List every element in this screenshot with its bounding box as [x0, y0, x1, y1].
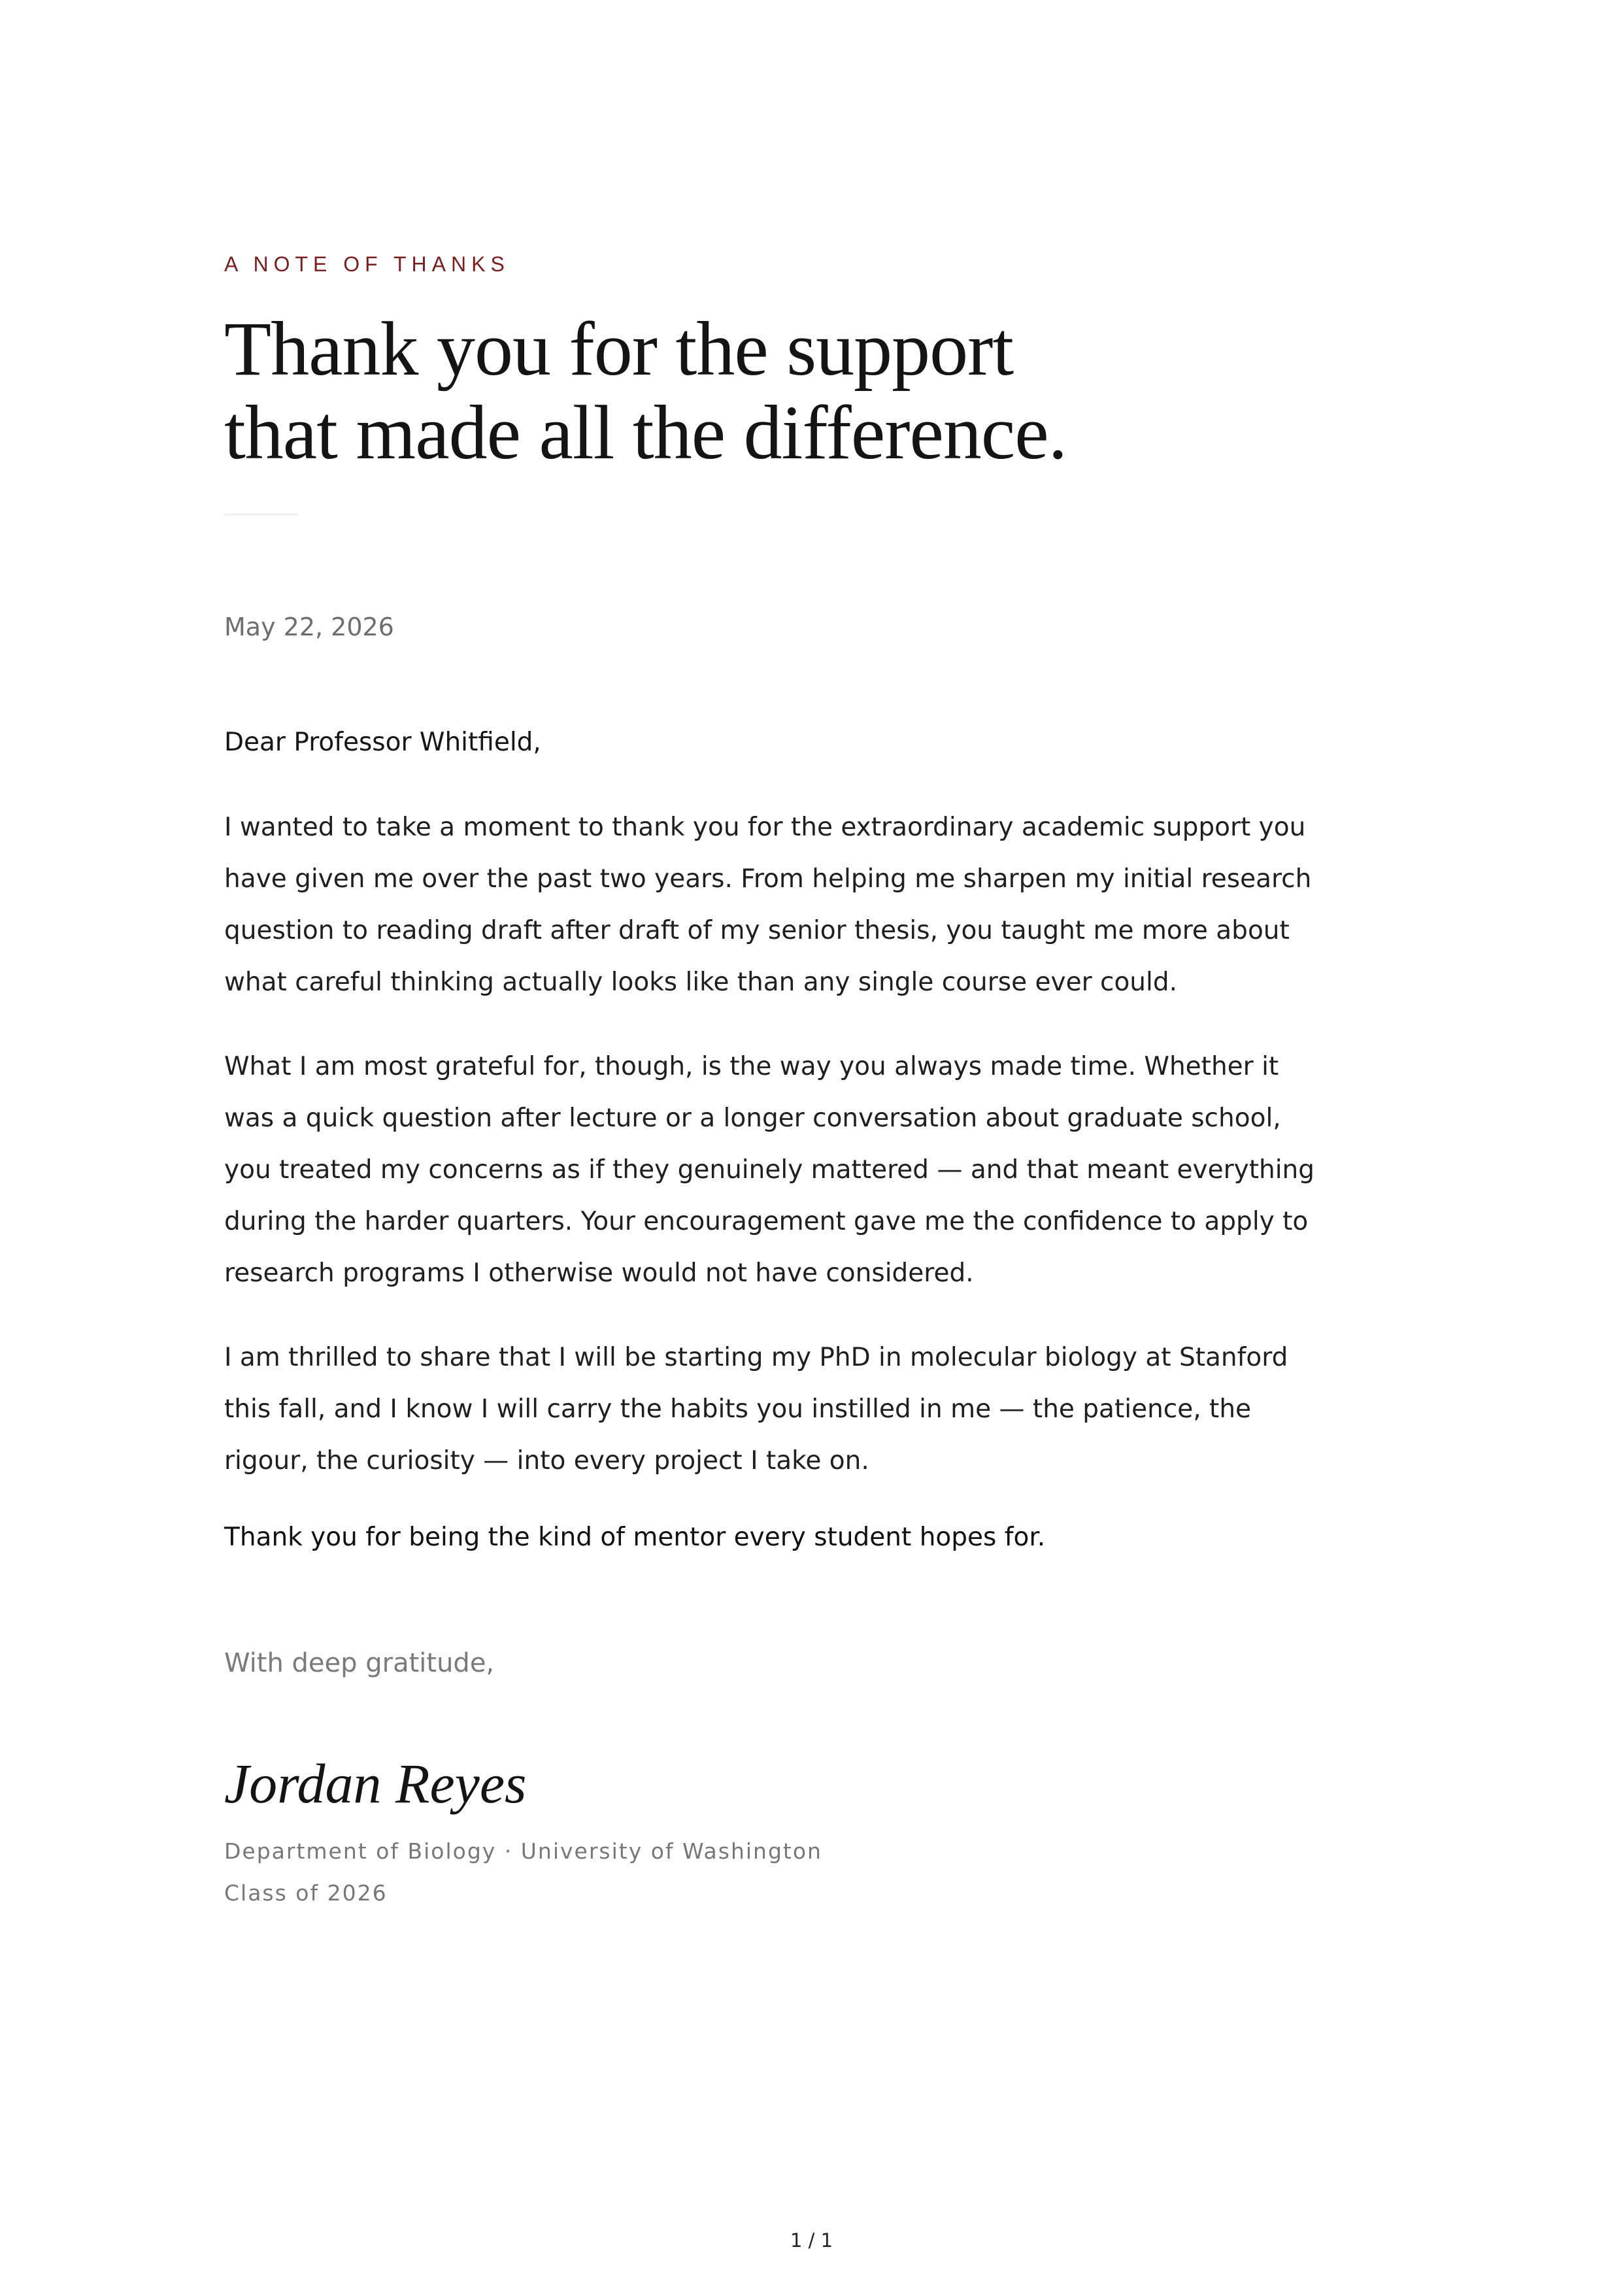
- class-year-line: Class of 2026: [224, 1880, 388, 1906]
- eyebrow-label: A NOTE OF THANKS: [224, 252, 510, 276]
- salutation: Dear Professor Whitfield,: [224, 728, 541, 757]
- letter-title: [224, 307, 1335, 475]
- title-line-1: Thank you for the support: [224, 306, 1014, 392]
- letter-date: May 22, 2026: [224, 613, 394, 641]
- signature-name: Jordan Reyes: [224, 1752, 527, 1815]
- closing-line: Thank you for being the kind of mentor every student hopes for.: [224, 1523, 1046, 1552]
- body-paragraph-1: I wanted to take a moment to thank you for the extraordinary academic support you have given me over the past two years. From helping me sharpen my initial research question to reading draft after draft of my senior thesis, you taught me more about what careful thinking actually looks like than any single course ever could.: [224, 813, 1312, 997]
- body-paragraph-2: What I am most grateful for, though, is the way you always made time. Whether it was a quick question after lecture or a longer conversation about graduate school, you treated my concerns as if they genuinely mattered — and that meant everything during the harder quarters. Your encouragement gave me the confidence to apply to research programs I otherwise would not have considered.: [224, 1052, 1315, 1288]
- title-divider: [224, 514, 298, 515]
- letter-content: [224, 248, 1335, 1914]
- body-paragraph-3: I am thrilled to share that I will be starting my PhD in molecular biology at Stanford this fall, and I know I will carry the habits you instilled in me — the patience, the rigour, the curiosity — into every project I take on.: [224, 1343, 1288, 1476]
- page-indicator: 1 / 1: [790, 2229, 833, 2252]
- title-line-2: that made all the difference.: [224, 390, 1067, 475]
- signoff: With deep gratitude,: [224, 1648, 495, 1678]
- department-line: Department of Biology · University of Washington: [224, 1838, 822, 1864]
